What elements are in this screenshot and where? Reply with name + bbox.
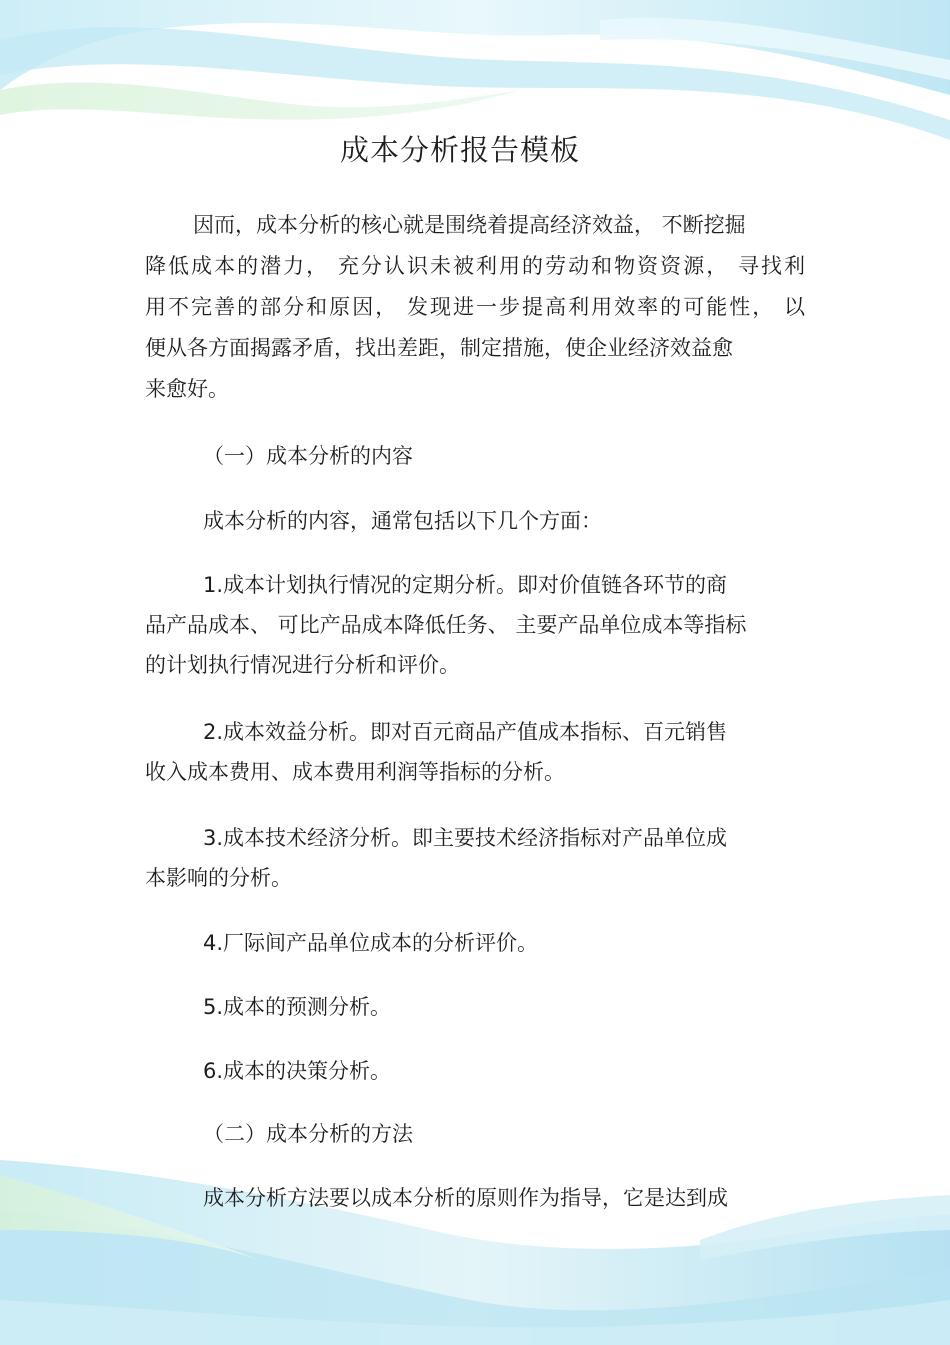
item-4: 4.厂际间产品单位成本的分析评价。 — [203, 931, 539, 955]
section-heading-content: （一）成本分析的内容 — [203, 444, 413, 468]
intro-line-4: 便从各方面揭露矛盾，找出差距，制定措施，使企业经济效益愈 — [145, 336, 733, 360]
section-heading-methods: （二）成本分析的方法 — [203, 1122, 413, 1146]
item-1-line-1: 1.成本计划执行情况的定期分析。即对价值链各环节的商 — [203, 573, 728, 597]
item-2-line-1: 2.成本效益分析。即对百元商品产值成本指标、百元销售 — [203, 720, 728, 744]
section-lead-content: 成本分析的内容，通常包括以下几个方面： — [203, 509, 602, 533]
item-3-line-1: 3.成本技术经济分析。即主要技术经济指标对产品单位成 — [203, 826, 728, 850]
item-1-line-3: 的计划执行情况进行分析和评价。 — [145, 653, 460, 677]
item-3-line-2: 本影响的分析。 — [145, 866, 292, 890]
intro-line-5: 来愈好。 — [145, 377, 229, 401]
item-2-line-2: 收入成本费用、成本费用利润等指标的分析。 — [145, 760, 565, 784]
document-title: 成本分析报告模板 — [339, 133, 580, 167]
item-1-line-2: 品产品成本、 可比产品成本降低任务、 主要产品单位成本等指标 — [145, 613, 747, 637]
intro-line-1: 因而，成本分析的核心就是围绕着提高经济效益， 不断挖掘 — [193, 213, 746, 237]
item-6: 6.成本的决策分析。 — [203, 1059, 392, 1083]
intro-line-3: 用不完善的部分和原因， 发现进一步提高利用效率的可能性， 以 — [145, 295, 805, 319]
intro-line-2: 降低成本的潜力， 充分认识未被利用的劳动和物资资源， 寻找利 — [145, 254, 805, 278]
section-lead-methods: 成本分析方法要以成本分析的原则作为指导，它是达到成 — [203, 1186, 728, 1210]
item-5: 5.成本的预测分析。 — [203, 995, 392, 1019]
